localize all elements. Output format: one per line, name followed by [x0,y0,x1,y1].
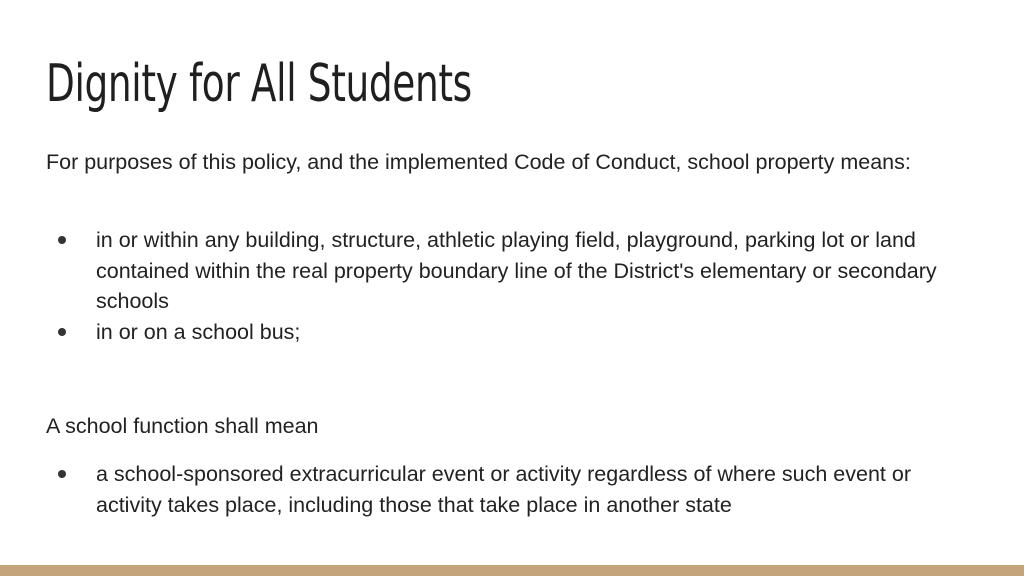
function-heading: A school function shall mean [46,414,319,438]
list-item-text: in or within any building, structure, athletic playing field, playground, parking lot or land contained within the real property boundary line of the District's elementary or secondary schools [96,228,937,313]
list-item [46,459,976,520]
list-item [46,225,976,317]
function-list [46,459,976,520]
slide-title: Dignity for All Students [46,54,472,114]
list-item [46,317,976,348]
list-item-text: in or on a school bus; [96,319,301,344]
property-list [46,225,976,347]
bullet-icon [58,236,66,244]
list-item-text: a school-sponsored extracurricular event or activity regardless of where such event or activity takes place, including those that take place in another state [96,462,911,517]
bullet-icon [58,470,66,478]
intro-paragraph: For purposes of this policy, and the implemented Code of Conduct, school property means: [46,150,911,174]
footer-accent-bar [0,565,1024,576]
bullet-icon [58,328,66,336]
